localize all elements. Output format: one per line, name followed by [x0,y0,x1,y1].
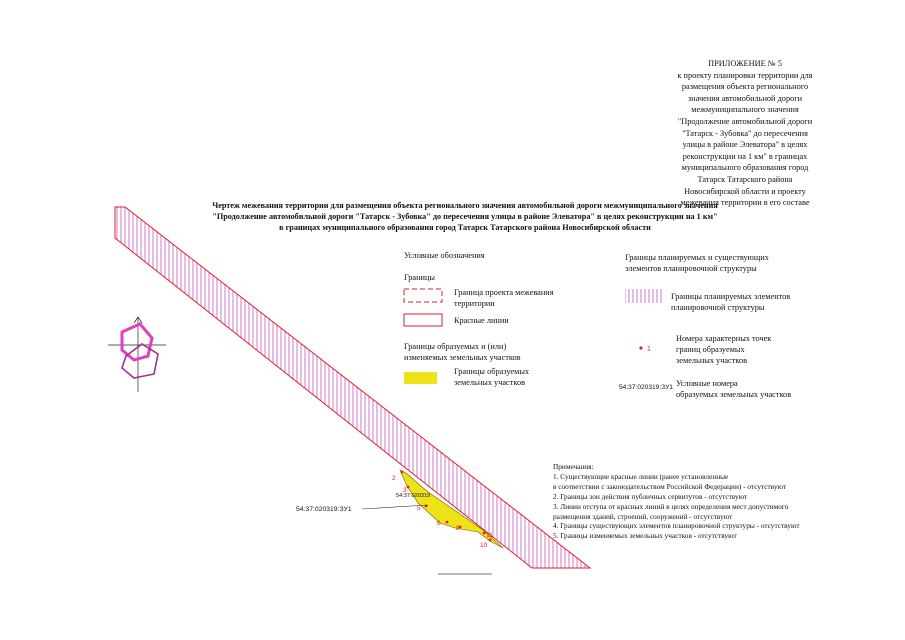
point-label-10: 10 [480,542,488,549]
note-line: 4. Границы существующих элементов планировочной структуры - отсутствуют [553,521,800,531]
drawing-title [150,200,780,233]
legend-survey-boundary-swatch [404,289,442,302]
legend-plot-number-example: 54:37:020319:ЗУ1 [619,384,673,391]
legend-borders-heading: Границы [404,273,435,282]
point-label-11: 11 [486,532,493,539]
note-line: в соответствии с законодательством Российской Федерации) - отсутствуют [553,481,787,491]
notes-block [553,462,800,541]
appendix-line: Новосибирской области и проекту [684,186,806,196]
note-line: 2. Границы зон действия публичных сервитутов - отсутствуют [553,491,748,501]
legend-red-lines-label: Красные линии [454,316,509,325]
notes-heading: Примечания: [553,462,594,471]
legend-heading: Условные обозначения [404,251,485,260]
title-line: "Продолжение автомобильной дороги "Татарск - Зубовка" до пересечения улицы в районе Элеватора" в целях реконструкции на 1 км" [212,212,718,221]
plot-label-main: 54:37:020319:ЗУ1 [296,506,352,513]
legend-formed-heading: Границы образуемых и (или) [404,342,507,351]
point-label-6: 6 [437,520,441,527]
appendix-line: улицы в районе Элеватора" в целях [682,140,808,150]
appendix-line: "Продолжение автомобильной дороги [677,116,813,126]
note-line: 1. Существующие красные линии (ранее установленные [553,471,729,481]
compass-icon [108,317,166,392]
legend-survey-boundary-label: Граница проекта межевания [454,288,554,297]
appendix-line: реконструкции на 1 км" в границах [682,151,808,161]
legend-plot-numbers-label: Условные номера [676,379,738,388]
legend-survey-boundary-label: территории [454,299,495,308]
legend-formed-plots-swatch [404,372,437,384]
legend-point-numbers-label: земельных участков [676,356,748,365]
legend-formed-plots-label: Границы образуемых [454,367,530,376]
legend-plot-numbers-label: образуемых земельных участков [676,390,792,399]
point-label-3: 3 [403,487,407,494]
point-label-5: 5 [417,505,421,512]
title-line: в границах муниципального образования город Татарск Татарского района Новосибирской области [279,223,651,232]
appendix-line: Татарск Татарского района [697,174,793,184]
legend-planned-elements-label: планировочной структуры [671,303,765,312]
appendix-line: муниципального образования город [681,163,809,173]
legend-planned-elements-label: Границы планируемых элементов [671,292,791,301]
legend-red-lines-swatch [404,314,442,326]
appendix-line: межевания территории в его составе [680,198,810,208]
legend-point-numbers-label: границ образуемых [676,345,745,354]
legend-planning-heading: элементов планировочной структуры [625,264,757,273]
point-label-8: 8 [456,525,460,532]
legend-planning-heading: Границы планируемых и существующих [625,253,769,262]
legend-point-symbol-number: 1 [647,346,651,353]
legend-formed-plots-label: земельных участков [454,378,526,387]
appendix-line: размещения объекта регионального [681,82,809,92]
legend-point-symbol [639,346,642,349]
appendix-line: межмуниципального значения [691,105,799,115]
point-label-2: 2 [392,475,396,482]
legend-formed-heading: изменяемых земельных участков [404,353,521,362]
note-line: размещения зданий, строений, сооружений - отсутствуют [553,511,733,521]
note-line: 3. Линии отступа от красных линий в целях определения мест допустимого [553,501,789,511]
title-line: Чертеж межевания территории для размещения объекта регионального значения автомобильной дороги межмуниципального значения [212,201,718,210]
appendix-block [640,58,850,209]
appendix-line: ПРИЛОЖЕНИЕ № 5 [708,59,782,68]
legend-point-numbers-label: Номера характерных точек [676,334,772,343]
appendix-line: значения автомобильной дороги [687,93,803,103]
appendix-line: "Татарск - Зубовка" до пересечения [682,128,808,138]
plot-label-small: 54:37:020319 [396,493,431,499]
note-line: 5. Границы изменяемых земельных участков - отсутствуют [553,531,737,541]
appendix-line: к проекту планировки территории для [677,70,813,80]
legend-planned-elements-swatch [625,289,662,303]
